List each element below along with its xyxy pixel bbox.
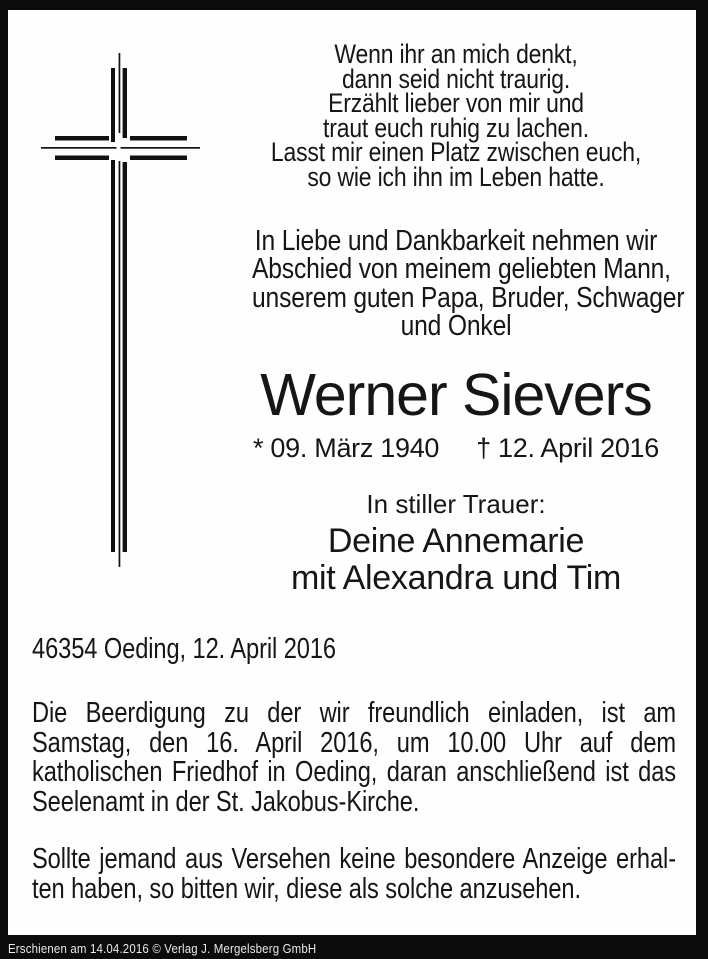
- funeral-line: Samstag, den 16. April 2016, um 10.00 Uhr auf dem: [32, 726, 677, 759]
- mourner-line: mit Alexandra und Tim: [290, 559, 622, 598]
- poem-line: dann seid nicht traurig.: [341, 63, 571, 94]
- announcement-column: [216, 10, 696, 598]
- funeral-line: katholischen Friedhof in Oeding, daran anschließend ist das: [32, 756, 677, 789]
- funeral-paragraph: [32, 699, 676, 817]
- funeral-line: Seelenamt in der St. Jakobus-Kirche.: [32, 785, 420, 818]
- poem-line: Lasst mir einen Platz zwischen euch,: [270, 137, 642, 167]
- mourners-list: [216, 523, 696, 598]
- farewell-line: und Onkel: [400, 310, 512, 343]
- poem-line: traut euch ruhig zu lachen.: [323, 112, 589, 143]
- funeral-details: [32, 632, 677, 905]
- publisher-footer: Erschienen am 14.04.2016 © Verlag J. Mergelsberg GmbH: [8, 941, 317, 956]
- farewell-line: In Liebe und Dankbarkeit nehmen wir: [254, 225, 658, 257]
- death-date: † 12. April 2016: [476, 432, 659, 463]
- notice-line: Sollte jemand aus Versehen keine besondere Anzeige erhal-: [32, 843, 677, 876]
- poem-line: so wie ich ihn im Leben hatte.: [307, 161, 605, 192]
- funeral-line: Die Beerdigung zu der wir freundlich einladen, ist am: [32, 697, 677, 730]
- notice-line: ten haben, so bitten wir, diese als solche anzusehen.: [32, 872, 581, 905]
- poem-line: Erzählt lieber von mir und: [328, 88, 584, 118]
- obituary-page: [8, 10, 696, 935]
- deceased-name: Werner Sievers: [260, 361, 652, 428]
- mourner-line: Deine Annemarie: [327, 521, 585, 560]
- mourning-label: In stiller Trauer:: [366, 488, 546, 519]
- farewell-line: Abschied von meinem geliebten Mann,: [252, 253, 671, 286]
- farewell-line: unserem guten Papa, Bruder, Schwager: [252, 281, 685, 314]
- farewell-text: [252, 225, 685, 343]
- memorial-cross-icon: [8, 10, 208, 570]
- birth-date: * 09. März 1940: [253, 432, 440, 463]
- memorial-poem: [252, 39, 660, 192]
- notice-paragraph: [32, 845, 676, 904]
- poem-line: Wenn ihr an mich denkt,: [334, 39, 578, 69]
- life-dates: [216, 432, 696, 463]
- place-date-line: 46354 Oeding, 12. April 2016: [32, 632, 336, 665]
